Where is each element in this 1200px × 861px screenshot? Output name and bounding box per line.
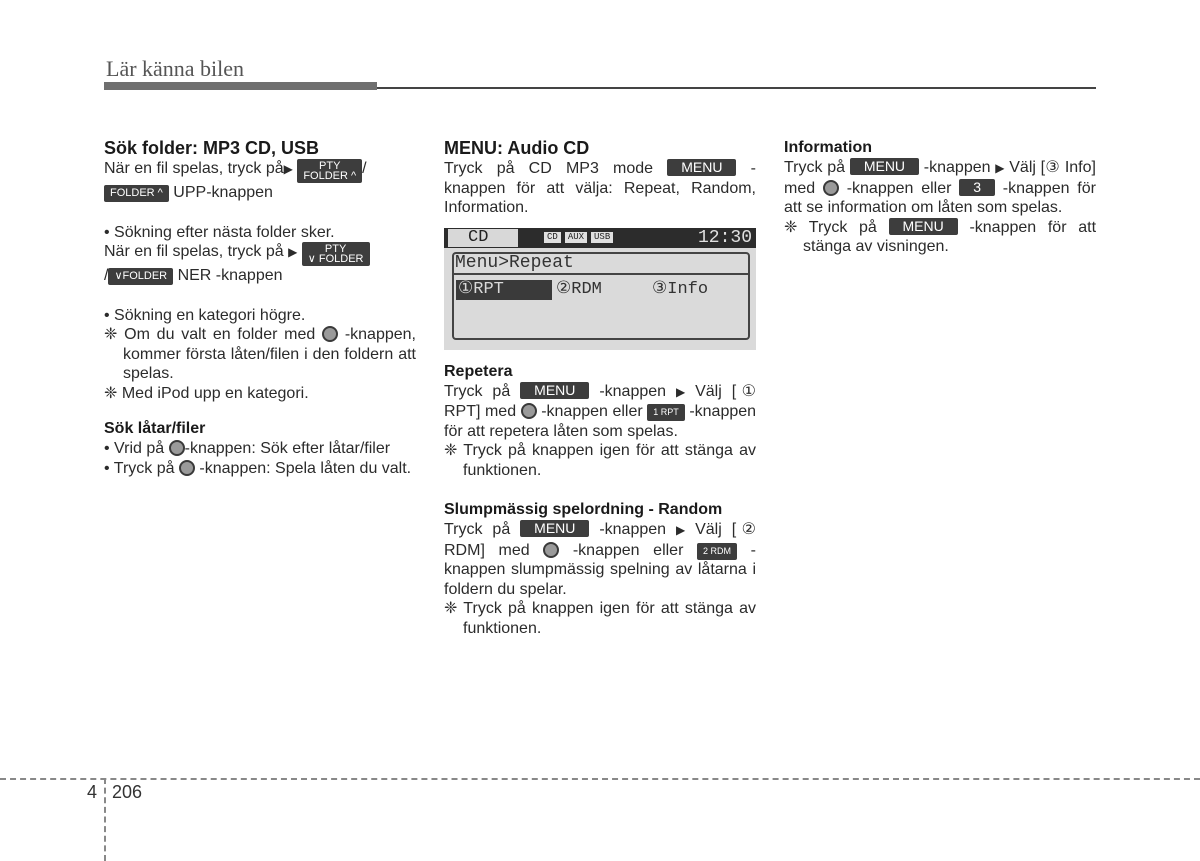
knob-icon [543, 542, 559, 558]
lcd-option-rdm: ②RDM [556, 279, 602, 299]
lcd-source-tags [544, 232, 613, 243]
rdm-button: 2 RDM [697, 543, 737, 560]
header-rule-thick [104, 82, 377, 90]
menu-button: MENU [850, 158, 919, 175]
paragraph-random [444, 520, 756, 599]
text: -knappen för att se information om låten som spelas. [784, 179, 1096, 216]
heading-information: Information [784, 139, 872, 156]
paragraph-folder-up [104, 159, 416, 203]
note-random-off: ❈ Tryck på knappen igen för att stänga av funktionen. [444, 600, 756, 637]
btn-line-bottom: ∨ FOLDER [307, 253, 364, 265]
arrow-right-icon: ▶ [675, 384, 686, 399]
heading-sok-latar: Sök låtar/filer [104, 420, 206, 437]
lcd-tag-usb: USB [591, 232, 613, 243]
text: -knappen eller [846, 179, 952, 197]
lcd-display [444, 228, 756, 350]
lcd-tag-cd: CD [544, 232, 561, 243]
arrow-right-icon: ▶ [995, 161, 1005, 175]
menu-button: MENU [520, 382, 589, 399]
paragraph-folder-down [104, 242, 416, 286]
slash: / [104, 267, 109, 284]
text: När en fil spelas, tryck på [104, 160, 284, 177]
note-ipod: ❈ Med iPod upp en kategori. [104, 384, 309, 402]
menu-button: MENU [889, 218, 958, 235]
heading-menu-audio-cd: MENU: Audio CD [444, 138, 590, 158]
text: • Vrid på [104, 440, 165, 457]
note-folder-select [104, 325, 416, 384]
text: -knappen för att repetera låten som spelas. [444, 403, 757, 440]
text: -knappen [923, 159, 991, 176]
text: -knappen [599, 382, 667, 400]
bullet-next-folder: • Sökning efter nästa folder sker. [104, 223, 335, 241]
paragraph-repeat [444, 382, 756, 442]
text: ❈ Om du valt en folder med [104, 326, 316, 343]
text: Tryck på [784, 159, 846, 176]
text: Tryck på [444, 382, 511, 400]
slash: / [362, 160, 367, 177]
lcd-clock: 12:30 [697, 227, 752, 248]
text: UPP-knappen [173, 184, 273, 201]
menu-button: MENU [520, 520, 589, 537]
text: -knappen slumpmässig spelning av låtarna i foldern du spelar. [444, 541, 756, 598]
text: Tryck på [444, 521, 511, 538]
knob-icon [169, 440, 185, 456]
menu-button: MENU [667, 159, 736, 176]
text: -knappen: Sök efter låtar/filer [184, 440, 391, 457]
knob-icon [823, 180, 839, 196]
arrow-right-icon: ▶ [288, 245, 298, 259]
knob-icon [521, 403, 537, 419]
btn-line-top: PTY [319, 160, 341, 172]
btn-line-bottom: FOLDER ^ [303, 170, 357, 182]
folder-down-button: ∨FOLDER [108, 268, 173, 285]
text: -knappen, kommer första låten/filen i den foldern att spelas. [123, 326, 416, 382]
text: -knappen för att välja: Repeat, Random, Information. [444, 160, 756, 216]
lcd-menu-title: Menu>Repeat [455, 252, 574, 273]
header-rule-thin [377, 87, 1096, 89]
paragraph-information [784, 158, 1096, 218]
text: Info] med [784, 159, 1096, 197]
text: -knappen [599, 521, 667, 538]
info-button: 3 [959, 179, 995, 196]
footer-page-number: 206 [112, 782, 143, 802]
lcd-option-info: ③Info [652, 279, 709, 299]
column-1 [104, 138, 416, 478]
lcd-tag-aux: AUX [565, 232, 587, 243]
lcd-mode: CD [448, 229, 518, 247]
pty-folder-down-button [302, 242, 370, 266]
pty-folder-up-button [297, 159, 362, 183]
folder-up-button: FOLDER ^ [104, 185, 169, 202]
text: ❈ Tryck på [784, 218, 877, 236]
arrow-right-icon: ▶ [283, 162, 293, 176]
text: • Tryck på [104, 459, 175, 477]
text: -knappen eller [541, 403, 643, 420]
text: Välj [③ [1009, 159, 1061, 176]
text: Välj [② [695, 521, 756, 538]
lcd-option-rpt: ①RPT [456, 280, 552, 300]
bullet-category-up: • Sökning en kategori högre. [104, 306, 306, 324]
text: -knappen: Spela låten du valt. [199, 459, 412, 477]
knob-icon [322, 326, 338, 342]
text: Tryck på CD MP3 mode [444, 160, 654, 177]
footer-section-number: 4 [87, 782, 98, 802]
text: RPT] med [444, 403, 517, 420]
column-2 [444, 138, 756, 638]
rpt-button: 1 RPT [647, 404, 685, 421]
note-info-off [784, 218, 1096, 257]
bullet-press-knob [104, 459, 416, 479]
btn-line-top: PTY [324, 243, 347, 255]
page-header-title: Lär känna bilen [106, 56, 245, 81]
knob-icon [179, 460, 195, 476]
arrow-right-icon: ▶ [675, 523, 686, 537]
footer-dashed-vline [104, 778, 106, 861]
text: När en fil spelas, tryck på [104, 243, 284, 260]
text: -knappen för att stänga av visningen. [803, 218, 1097, 255]
heading-random: Slumpmässig spelordning - Random [444, 501, 723, 518]
footer-dashed-line [0, 778, 1200, 780]
heading-sok-folder: Sök folder: MP3 CD, USB [104, 138, 320, 158]
column-3 [784, 138, 1096, 257]
text: NER -knappen [177, 267, 283, 284]
bullet-turn-knob [104, 439, 416, 459]
note-repeat-off: ❈ Tryck på knappen igen för att stänga av funktionen. [444, 442, 756, 479]
text: -knappen eller [572, 541, 684, 559]
text: RDM] med [444, 541, 530, 559]
heading-repetera: Repetera [444, 362, 513, 380]
text: Välj [① [695, 382, 756, 400]
paragraph-menu [444, 159, 756, 218]
